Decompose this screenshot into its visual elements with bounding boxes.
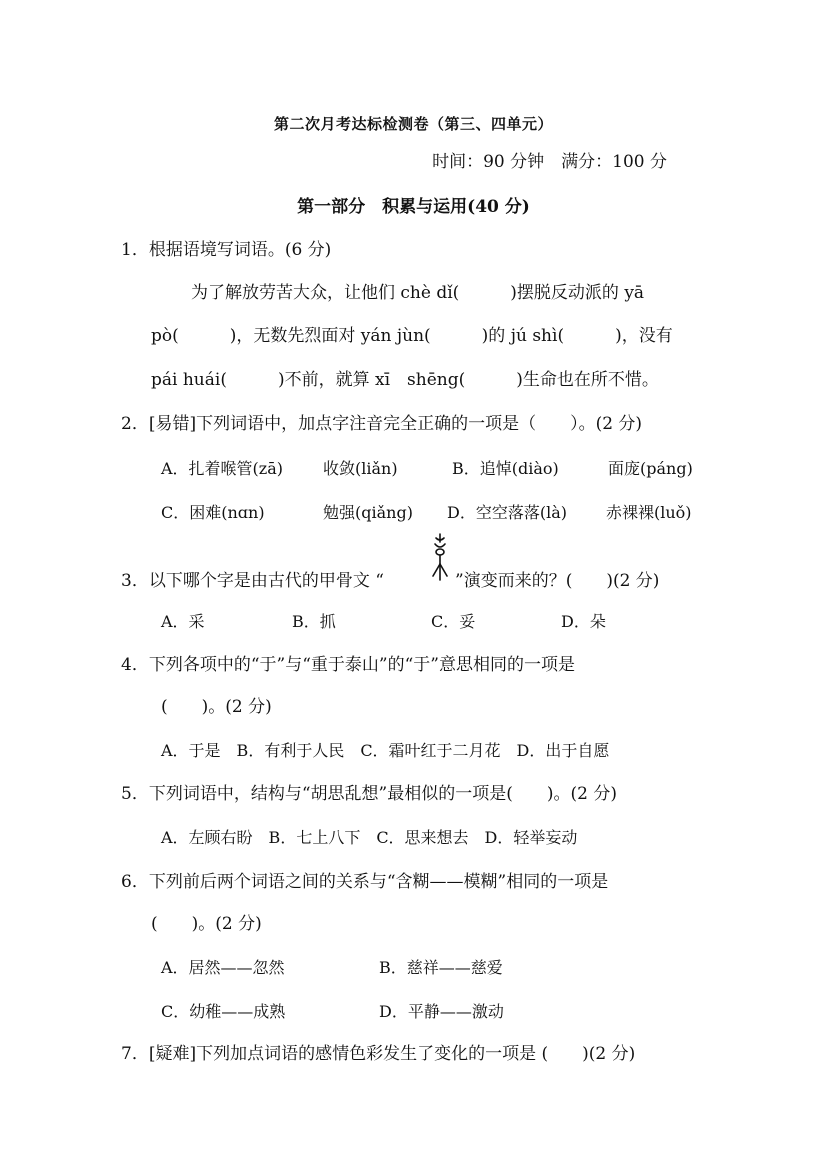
question-6-option-b: B．慈祥——慈爱 — [379, 958, 503, 977]
page-title: 第二次月考达标检测卷（第三、四单元） — [273, 115, 553, 133]
section-heading: 第一部分 积累与运用(40 分) — [297, 197, 530, 217]
question-2-option-c-part2: 勉强(qiǎng) — [323, 503, 413, 522]
question-1-line-2: pò( )，无数先烈面对 yán jùn( )的 jú shì( )，没有 — [151, 326, 673, 346]
question-5-options: A．左顾右盼 B．七上八下 C．思来想去 D．轻举妄动 — [161, 828, 578, 847]
question-3-option-a: A．采 — [161, 612, 205, 631]
question-6-option-c: C．幼稚——成熟 — [161, 1002, 286, 1021]
question-2-option-a-part2: 收敛(liǎn) — [323, 459, 398, 478]
question-3-option-d: D．朵 — [561, 612, 606, 631]
question-3-option-b: B．抓 — [292, 612, 336, 631]
question-2-option-a-part1: A．扎着喉管(zā) — [161, 459, 284, 478]
question-4-stem-continued: ( )。(2 分) — [161, 697, 272, 717]
question-6-stem-continued: ( )。(2 分) — [151, 914, 262, 934]
oracle-bone-character-image — [431, 532, 449, 582]
question-7-stem: 7．[疑难]下列加点词语的感情色彩发生了变化的一项是 ( )(2 分) — [121, 1044, 636, 1064]
question-6-option-d: D．平静——激动 — [379, 1002, 504, 1021]
question-2-option-d-part1: D．空空落落(là) — [447, 503, 567, 522]
time-info: 时间：90 分钟 满分：100 分 — [432, 152, 667, 172]
question-1-stem: 1．根据语境写词语。(6 分) — [121, 240, 332, 260]
question-5-stem: 5．下列词语中，结构与“胡思乱想”最相似的一项是( )。(2 分) — [121, 784, 617, 804]
question-1-line-1: 为了解放劳苦大众，让他们 chè dǐ( )摆脱反动派的 yā — [191, 283, 645, 303]
question-3-stem-end: ”演变而来的？( )(2 分) — [455, 571, 660, 591]
question-3-stem-start: 3．以下哪个字是由古代的甲骨文 “ — [121, 571, 384, 591]
question-2-option-b-part1: B．追悼(diào) — [452, 459, 559, 478]
question-4-stem: 4．下列各项中的“于”与“重于泰山”的“于”意思相同的一项是 — [121, 655, 575, 675]
question-6-stem: 6．下列前后两个词语之间的关系与“含糊——模糊”相同的一项是 — [121, 872, 609, 892]
question-4-options: A．于是 B．有利于人民 C．霜叶红于二月花 D．出于自愿 — [161, 741, 610, 760]
question-2-option-b-part2: 面庞(páng) — [608, 459, 693, 478]
question-3-option-c: C．妥 — [431, 612, 476, 631]
question-1-line-3: pái huái( )不前，就算 xī shēng( )生命也在所不惜。 — [151, 370, 659, 390]
question-2-option-c-part1: C．困难(nɑn) — [161, 503, 265, 522]
question-2-option-d-part2: 赤裸裸(luǒ) — [606, 503, 692, 522]
question-6-option-a: A．居然——忽然 — [161, 958, 285, 977]
question-2-stem: 2．[易错]下列词语中，加点字注音完全正确的一项是（ ）。(2 分) — [121, 414, 643, 434]
